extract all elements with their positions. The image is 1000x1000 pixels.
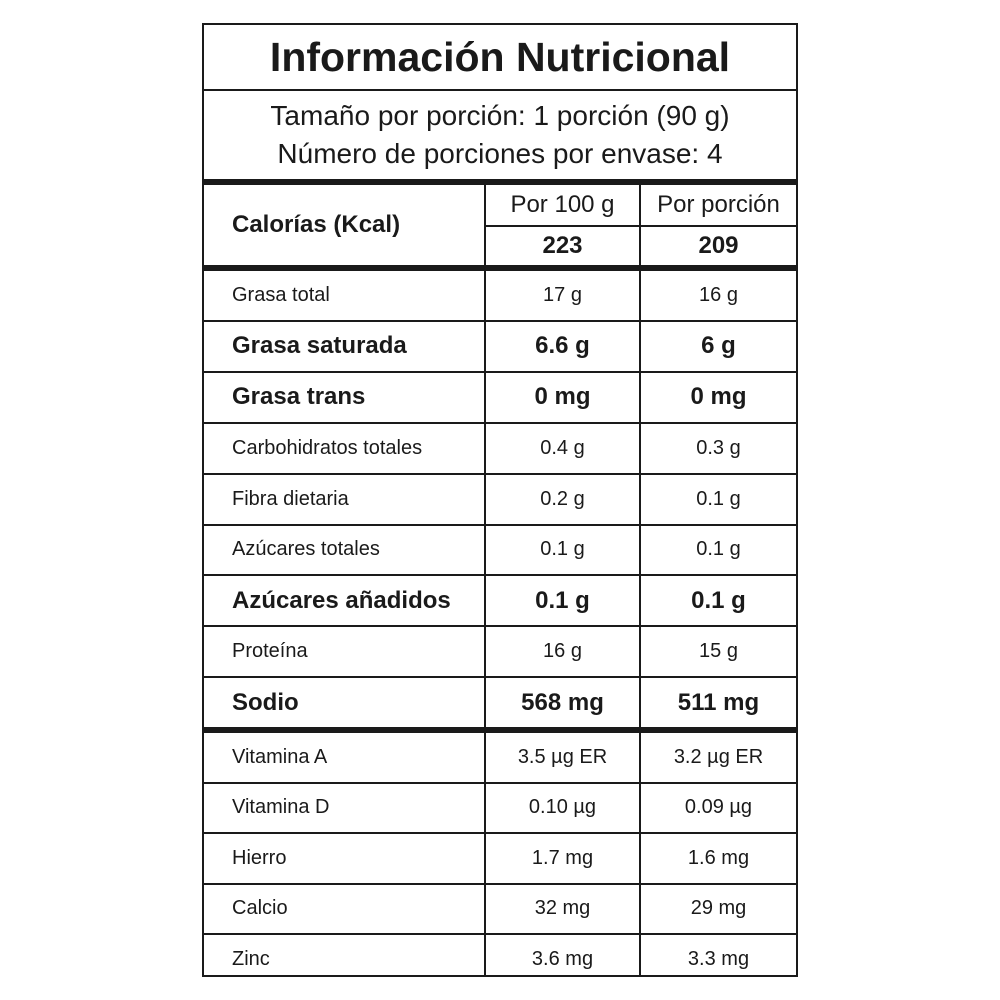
nutrient-value-per-100g: 0.10 µg	[528, 796, 597, 819]
nutrient-name: Vitamina A	[232, 745, 328, 768]
nutrient-name: Grasa saturada	[232, 332, 407, 360]
nutrient-value-per-serving: 29 mg	[690, 897, 747, 920]
nutrient-value-per-serving: 0.09 µg	[684, 796, 753, 819]
nutrient-value-per-100g: 1.7 mg	[531, 846, 594, 869]
nutrient-value-per-100g: 568 mg	[521, 688, 604, 716]
nutrient-value-per-100g: 0.2 g	[540, 487, 585, 510]
nutrient-name: Azúcares totales	[232, 538, 380, 561]
nutrient-value-per-100g: 17 g	[543, 283, 582, 306]
nutrient-value-per-serving: 0 mg	[690, 383, 747, 411]
nutrient-value-per-serving: 16 g	[699, 283, 738, 306]
nutrient-name: Proteína	[232, 640, 308, 663]
serving-size: Tamaño por porción: 1 porción (90 g)	[270, 100, 730, 131]
nutrient-name: Zinc	[232, 947, 270, 970]
nutrient-value-per-100g: 0.4 g	[540, 436, 585, 459]
label-title: Información Nutricional	[204, 25, 796, 91]
column-header-per-100g: Por 100 g	[510, 191, 615, 218]
nutrient-value-per-serving: 0.1 g	[696, 487, 741, 510]
nutrient-value-per-100g: 0.1 g	[535, 586, 590, 614]
nutrient-name: Vitamina D	[232, 796, 330, 819]
nutrient-name: Sodio	[232, 688, 299, 716]
servings-per-container: Número de porciones por envase: 4	[277, 138, 723, 169]
calories-label: Calorías (Kcal)	[232, 211, 401, 238]
column-header-per-serving: Por porción	[657, 191, 780, 218]
nutrient-name: Calcio	[232, 897, 288, 920]
nutrient-value-per-serving: 1.6 mg	[687, 846, 750, 869]
nutrient-value-per-serving: 0.1 g	[696, 538, 741, 561]
nutrient-name: Hierro	[232, 846, 287, 869]
nutrient-value-per-100g: 32 mg	[534, 897, 591, 920]
nutrition-label	[202, 23, 798, 977]
nutrient-value-per-100g: 3.5 µg ER	[517, 745, 608, 768]
nutrient-value-per-100g: 3.6 mg	[531, 947, 594, 970]
calories-per-serving: 209	[698, 232, 739, 259]
nutrient-value-per-100g: 6.6 g	[535, 332, 590, 360]
column-divider	[484, 185, 486, 975]
calories-per-100g: 223	[542, 232, 583, 259]
nutrient-name: Carbohidratos totales	[232, 436, 423, 459]
nutrient-value-per-serving: 0.3 g	[696, 436, 741, 459]
nutrient-value-per-serving: 0.1 g	[691, 586, 746, 614]
nutrient-value-per-100g: 0.1 g	[540, 538, 585, 561]
nutrient-name: Azúcares añadidos	[232, 586, 451, 614]
nutrient-name: Grasa total	[232, 283, 330, 306]
nutrient-value-per-serving: 15 g	[699, 640, 738, 663]
nutrient-value-per-serving: 6 g	[701, 332, 736, 360]
nutrient-value-per-serving: 3.2 µg ER	[673, 745, 764, 768]
nutrient-value-per-serving: 3.3 mg	[687, 947, 750, 970]
nutrient-value-per-100g: 0 mg	[534, 383, 591, 411]
nutrient-name: Grasa trans	[232, 383, 366, 411]
column-divider	[639, 185, 641, 975]
nutrient-value-per-serving: 511 mg	[677, 688, 760, 716]
divider-thin	[486, 225, 796, 227]
nutrient-value-per-100g: 16 g	[543, 640, 582, 663]
nutrient-name: Fibra dietaria	[232, 487, 349, 510]
serving-info	[204, 91, 796, 179]
